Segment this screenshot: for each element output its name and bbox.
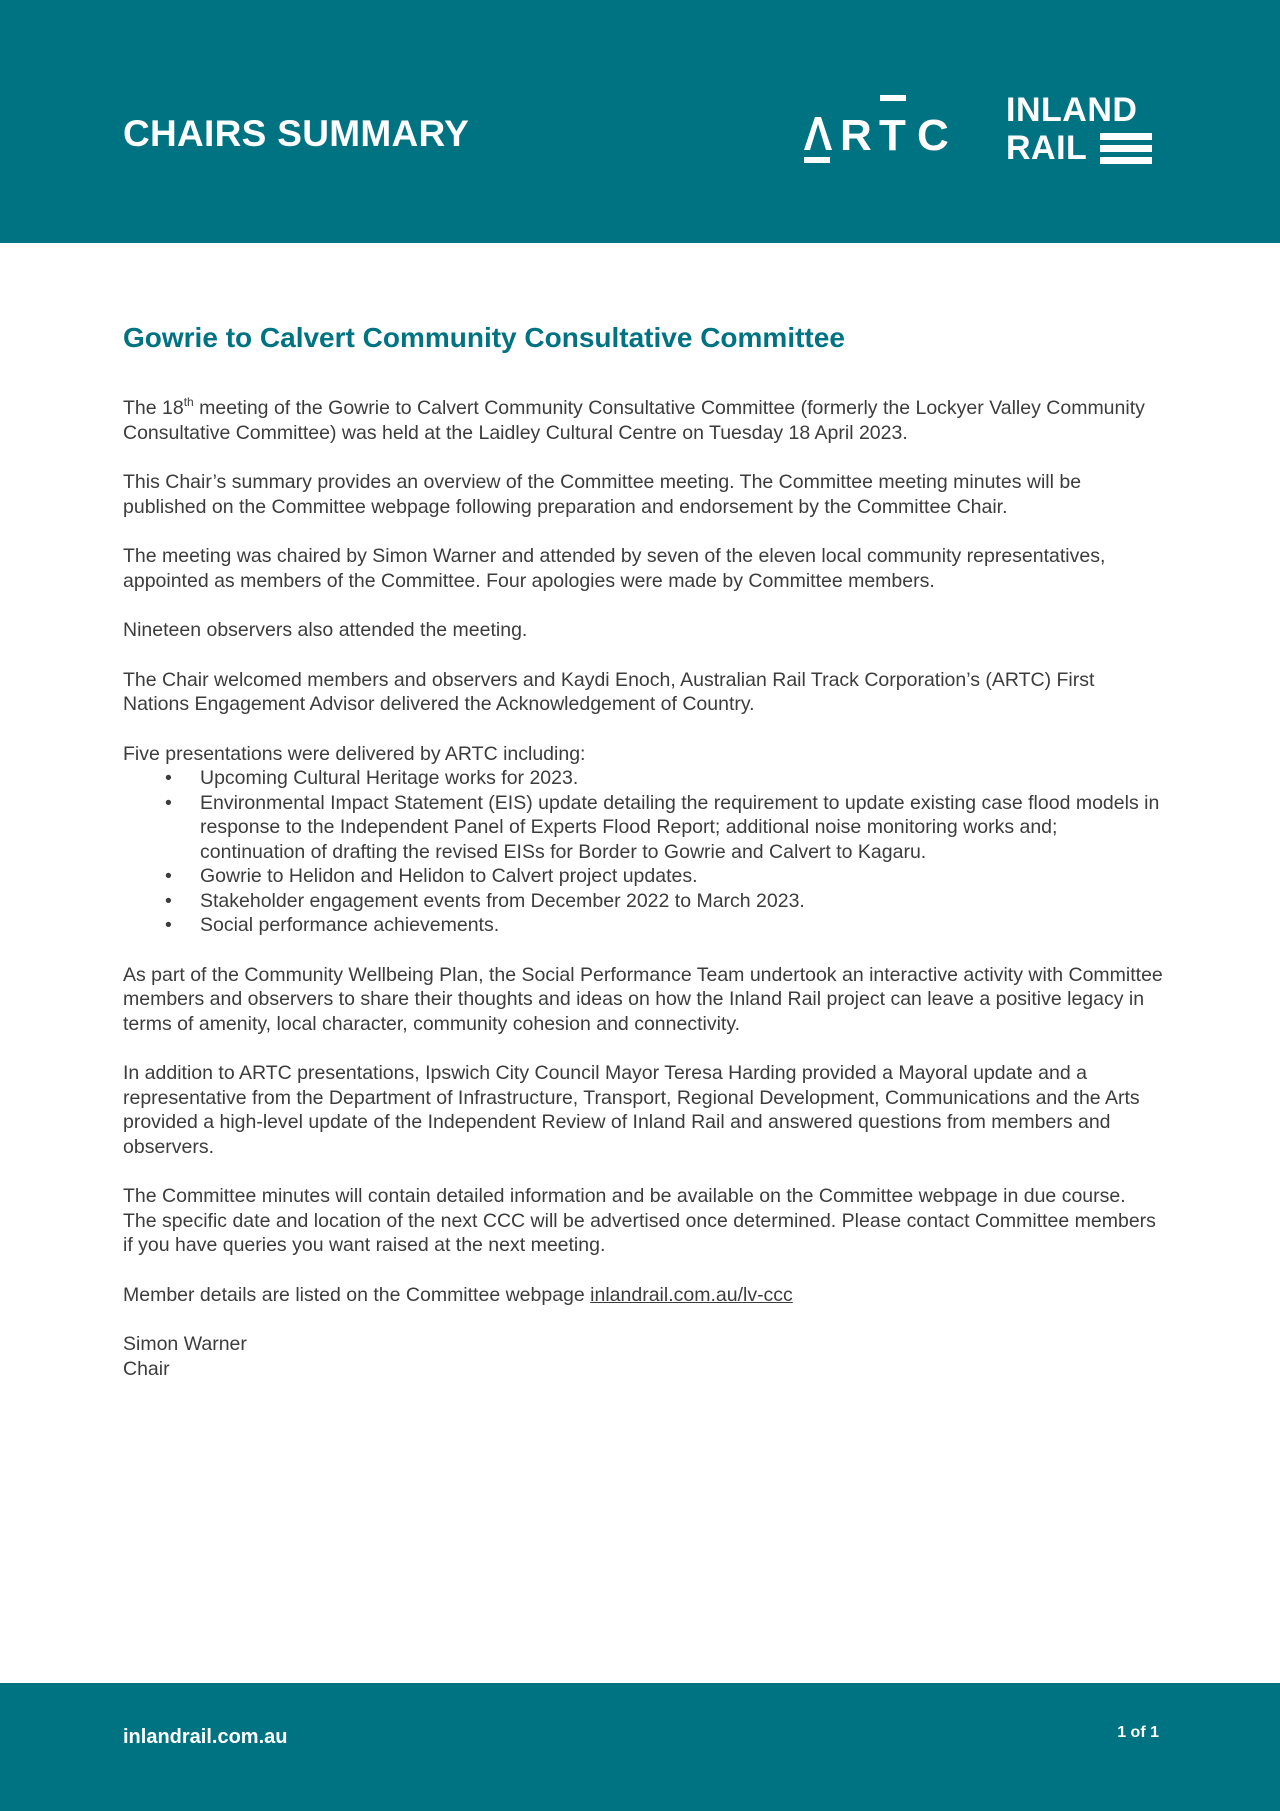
paragraph-other-updates: In addition to ARTC presentations, Ipswich City Council Mayor Teresa Harding provided a Mayoral update and a representative from the Department of Infrastructure, Transport, Regional Development, Communications and the Arts provided a high-level update of the Independent Review of Inland Rail and answered questions from members and observers. [123, 1062, 1140, 1158]
paragraph-attendance: The meeting was chaired by Simon Warner and attended by seven of the eleven local community representatives, appointed as members of the Committee. Four apologies were made by Committee members. [123, 545, 1106, 592]
inland-rail-logo-bar [1100, 145, 1152, 152]
signature-block [123, 1332, 1163, 1381]
inland-rail-logo-line2: RAIL [1006, 129, 1088, 167]
document-heading: Gowrie to Calvert Community Consultative Committee [123, 322, 845, 353]
presentations-list [123, 766, 1163, 938]
inland-rail-logo-line1: INLAND [1006, 91, 1138, 129]
paragraph-meeting-intro: The 18th meeting of the Gowrie to Calvert Community Consultative Committee (formerly the Lockyer Valley Community Consultative Committee) was held at the Laidley Cultural Centre on Tuesday 18 April 2023. [123, 395, 1145, 444]
document-body [123, 318, 1163, 1381]
paragraph-observers: Nineteen observers also attended the meeting. [123, 619, 528, 641]
inland-rail-logo [1006, 93, 1152, 165]
paragraph-member-details: Member details are listed on the Committee webpage inlandrail.com.au/lv-ccc [123, 1283, 793, 1306]
inland-rail-logo-bar [1100, 133, 1152, 140]
artc-logo [803, 95, 959, 163]
paragraph-summary-overview: This Chair’s summary provides an overview of the Committee meeting. The Committee meeting minutes will be published on the Committee webpage following preparation and endorsement by the Committee Chair. [123, 471, 1082, 518]
paragraph-next-steps: The Committee minutes will contain detailed information and be available on the Committee webpage in due course. The specific date and location of the next CCC will be advertised once determined. Please contact Committee members if you have queries you want raised at the next meeting. [123, 1185, 1156, 1256]
paragraph-welcome: The Chair welcomed members and observers and Kaydi Enoch, Australian Rail Track Corporation’s (ARTC) First Nations Engagement Advisor delivered the Acknowledgement of Country. [123, 668, 1095, 715]
paragraph-wellbeing-activity: As part of the Community Wellbeing Plan, the Social Performance Team undertook an interactive activity with Committee members and observers to share their thoughts and ideas on how the Inland Rail project can leave a positive legacy in terms of amenity, local character, community cohesion and connectivity. [123, 963, 1163, 1035]
svg-text:T: T [879, 111, 906, 160]
committee-webpage-link[interactable]: inlandrail.com.au/lv-ccc [590, 1283, 793, 1306]
svg-text:C: C [917, 111, 949, 160]
footer-website-link[interactable]: inlandrail.com.au [123, 1726, 288, 1748]
list-item: • Upcoming Cultural Heritage works for 2023. [200, 766, 1163, 791]
signature-title: Chair [123, 1357, 170, 1380]
inland-rail-logo-bar [1100, 157, 1152, 164]
list-item: • Social performance achievements. [200, 913, 1163, 938]
list-item: • Stakeholder engagement events from December 2022 to March 2023. [200, 889, 1163, 914]
list-item: • Gowrie to Helidon and Helidon to Calvert project updates. [200, 864, 1163, 889]
paragraph-presentations-intro: Five presentations were delivered by ARTC including: [123, 742, 586, 765]
svg-text:R: R [840, 111, 872, 160]
page-header [0, 0, 1280, 243]
list-item: • Environmental Impact Statement (EIS) update detailing the requirement to update existing case flood models in response to the Independent Panel of Experts Flood Report; additional noise monitoring works and; continuation of drafting the revised EISs for Border to Gowrie and Calvert to Kagaru. [200, 791, 1163, 865]
header-title: CHAIRS SUMMARY [123, 113, 470, 154]
signature-name: Simon Warner [123, 1333, 247, 1355]
page-footer [0, 1683, 1280, 1811]
page-number: 1 of 1 [1117, 1724, 1159, 1741]
